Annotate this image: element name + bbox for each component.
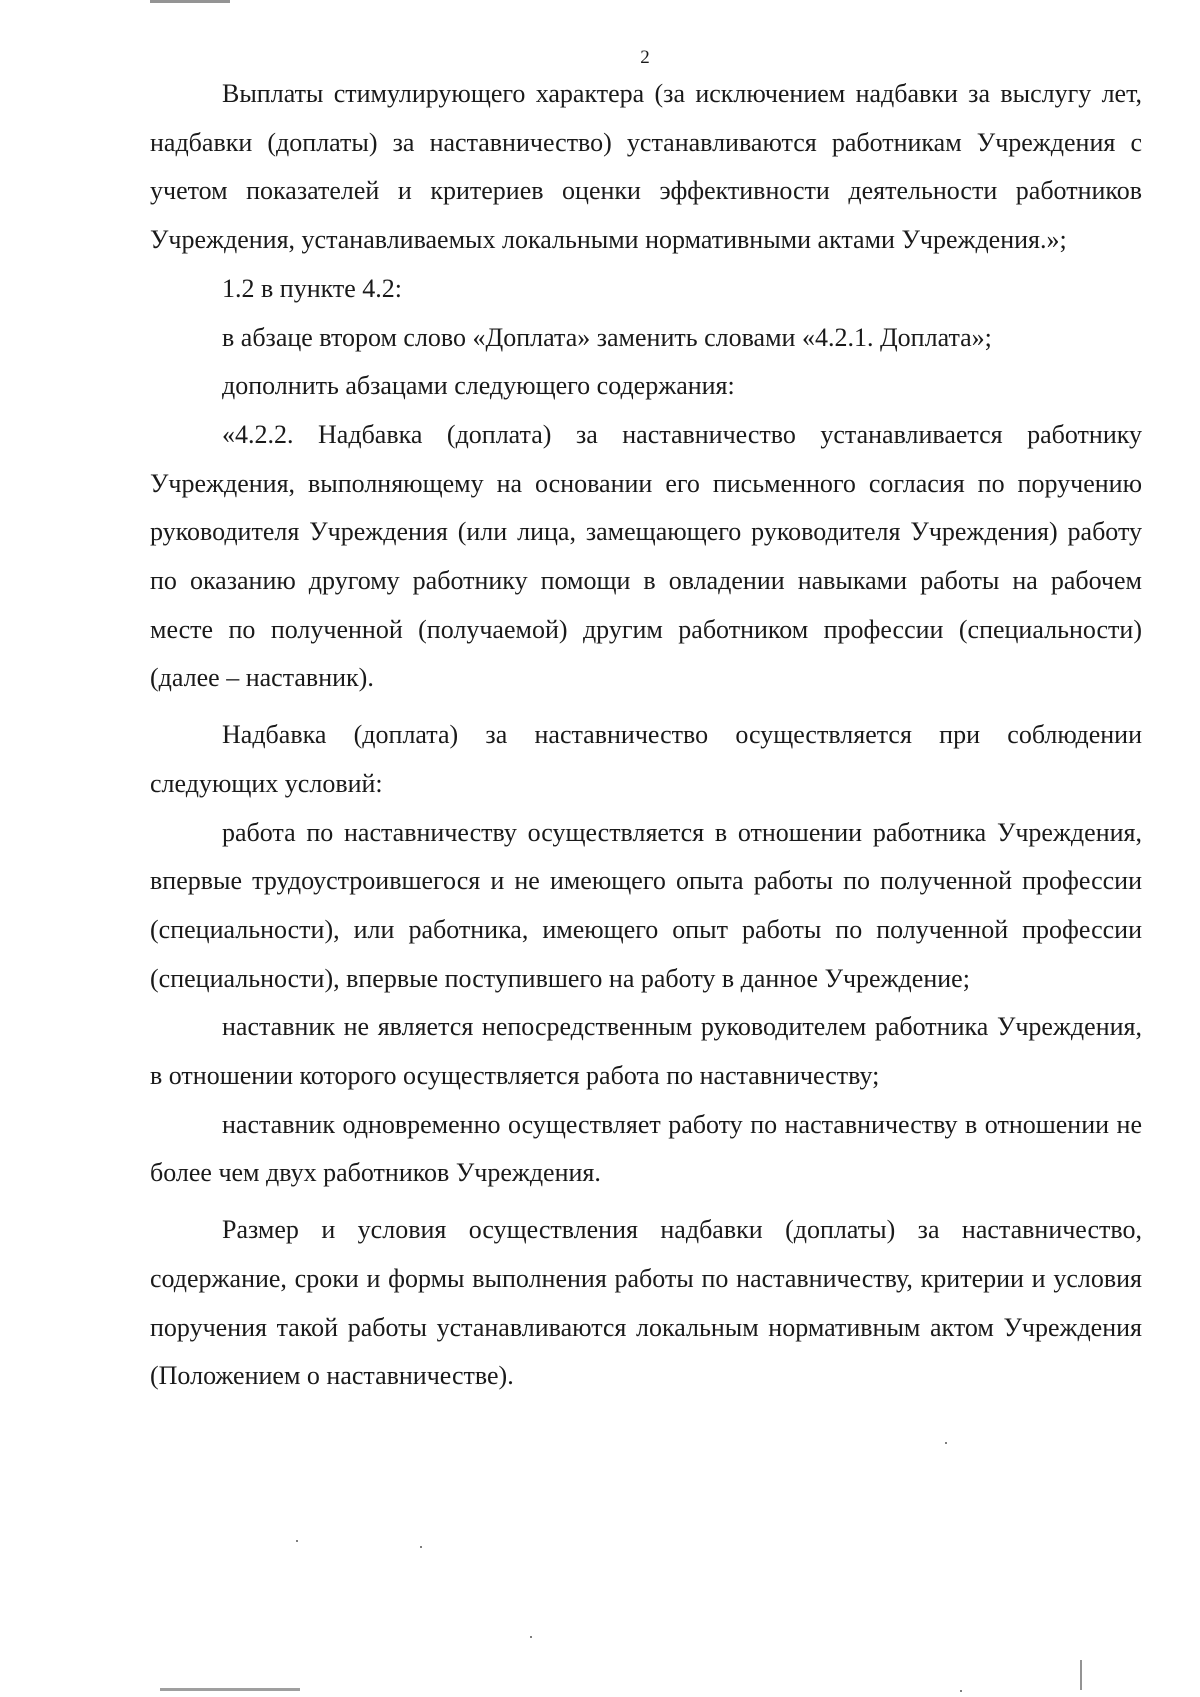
scan-artifact-bottom-right	[1080, 1660, 1082, 1690]
paragraph-item-1-2: 1.2 в пункте 4.2:	[222, 273, 403, 303]
paragraph-incentive-payments: Выплаты стимулирующего характера (за исключением надбавки за выслугу лет, надбавки (доплаты) за наставничество) устанавливаются работникам Учреждения с учетом показателей и критериев оценки эффективности деятельности работников Учреждения, устанавливаемых локальными нормативными актами Учреждения.»;	[150, 79, 1142, 255]
scan-artifact-bottom-left	[160, 1688, 300, 1691]
paragraph-4-2-2: «4.2.2. Надбавка (доплата) за наставничество устанавливается работнику Учреждения, выполняющему на основании его письменного согласия по поручению руководителя Учреждения (или лица, замещающего руководителя Учреждения) работу по оказанию другому работнику помощи в овладении навыками работы на рабочем месте по полученной (получаемой) другим работником профессии (специальности) (далее – наставник).	[150, 419, 1142, 693]
page-number: 2	[640, 47, 650, 68]
document-body	[150, 70, 1142, 1401]
scan-speck	[420, 1546, 422, 1548]
scan-speck	[945, 1442, 947, 1444]
paragraph-replace-word: в абзаце втором слово «Доплата» заменить словами «4.2.1. Доплата»;	[222, 322, 992, 352]
paragraph-size-and-terms: Размер и условия осуществления надбавки (доплаты) за наставничество, содержание, сроки и формы выполнения работы по наставничеству, критерии и условия поручения такой работы устанавливаются локальным нормативным актом Учреждения (Положением о наставничестве).	[150, 1215, 1142, 1391]
scan-speck	[530, 1636, 532, 1638]
scan-artifact-top	[150, 0, 230, 3]
scan-speck	[960, 1690, 962, 1692]
paragraph-conditions-intro: Надбавка (доплата) за наставничество осуществляется при соблюдении следующих условий:	[150, 720, 1142, 798]
paragraph-condition-3: наставник одновременно осуществляет работу по наставничеству в отношении не более чем двух работников Учреждения.	[150, 1109, 1142, 1188]
paragraph-add-paragraphs: дополнить абзацами следующего содержания:	[222, 371, 735, 401]
scan-speck	[296, 1540, 298, 1542]
paragraph-condition-1: работа по наставничеству осуществляется в отношении работника Учреждения, впервые трудоустроившегося и не имеющего опыта работы по полученной профессии (специальности), или работника, имеющего опыт работы по полученной профессии (специальности), впервые поступившего на работу в данное Учреждение;	[150, 817, 1142, 993]
paragraph-condition-2: наставник не является непосредственным руководителем работника Учреждения, в отношении которого осуществляется работа по наставничеству;	[150, 1012, 1142, 1091]
